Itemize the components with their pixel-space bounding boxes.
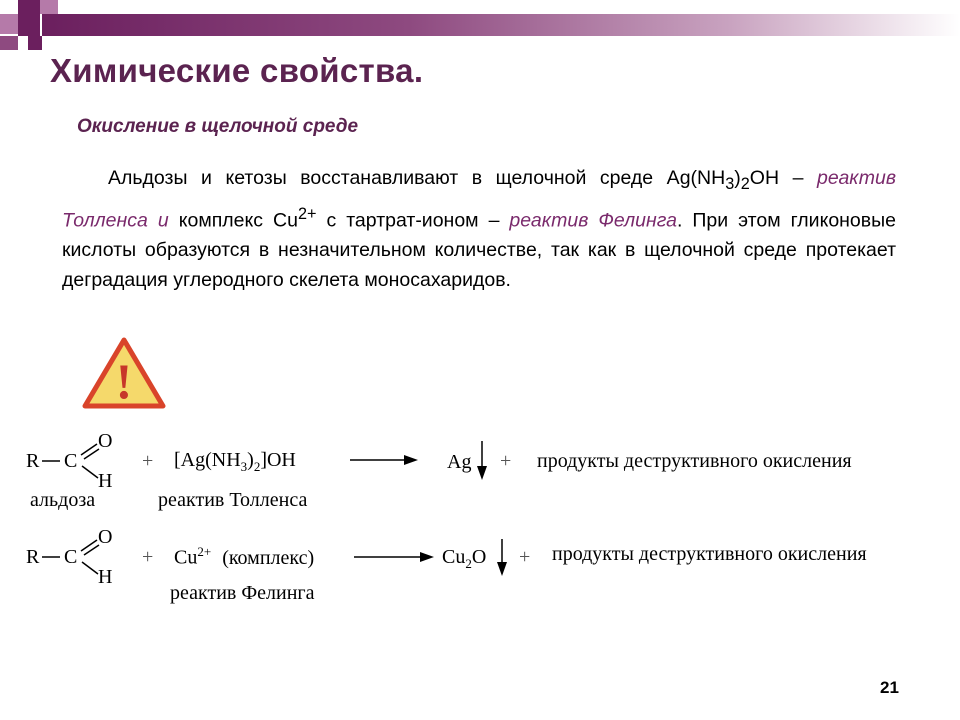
- para-close: ): [734, 167, 741, 189]
- para-text-3: . При этом гликоновые кислоты образуются в незначительном количестве, так как в щелочной среде протекает деградация углеродного скелета моносахаридов.: [62, 209, 896, 292]
- para-sub-2: 2: [740, 174, 750, 193]
- r1-double-bond-a: [81, 444, 97, 455]
- r2-product-b: O: [471, 546, 487, 568]
- warning-exclamation: !: [115, 353, 133, 409]
- r2-reaction-arrowhead: [420, 552, 434, 562]
- para-text-2: комплекс Cu: [178, 209, 298, 232]
- r2-reagent: [174, 544, 314, 570]
- r2-products-text: продукты деструктивного окисления: [552, 543, 867, 565]
- r2-bond-c-h: [82, 562, 98, 574]
- r1-reagent-b: ): [247, 449, 254, 471]
- r1-plus-1: +: [142, 450, 154, 472]
- r2-product-a: Cu: [442, 546, 466, 568]
- r1-o: O: [98, 430, 113, 452]
- r2-label-reagent: реактив Фелинга: [170, 582, 315, 604]
- r1-bond-c-h: [82, 466, 98, 478]
- r2-h: H: [98, 566, 113, 588]
- r2-product-sub: 2: [465, 556, 472, 571]
- r2-c: C: [64, 546, 78, 568]
- r1-c: C: [64, 450, 78, 472]
- para-text-2-end: с тартрат-ионом –: [316, 209, 510, 232]
- reagent-fehling-term: реактив Фелинга: [509, 209, 677, 232]
- r1-products-text: продукты деструктивного окисления: [537, 450, 852, 472]
- slide-title: Химические свойства.: [50, 52, 424, 89]
- r1-reagent: [174, 449, 296, 475]
- r1-label-substrate: альдоза: [30, 489, 96, 511]
- r2-o: O: [98, 526, 113, 548]
- para-text-1: Альдозы и кетозы восстанавливают в щелочной среде Ag(NH: [108, 167, 726, 189]
- r2-reagent-b: (комплекс): [222, 546, 315, 569]
- r1-reagent-c: ]OH: [260, 449, 296, 471]
- r1-reagent-sub2: 2: [253, 459, 261, 474]
- r2-r: R: [26, 546, 40, 568]
- r1-label-reagent: реактив Толленса: [158, 489, 308, 511]
- r1-reaction-arrowhead: [404, 455, 418, 465]
- r1-product: Ag: [447, 451, 472, 473]
- r1-r: R: [26, 450, 40, 472]
- r2-reagent-a: Cu: [174, 546, 198, 569]
- page-number: 21: [880, 678, 899, 697]
- r1-reagent-sub1: 3: [240, 459, 248, 474]
- r2-reagent-sup: 2+: [197, 544, 212, 559]
- reagent-tollens-term: реактив Толленса: [62, 167, 896, 232]
- r2-product: [442, 546, 486, 572]
- r1-reagent-a: [Ag(NH: [174, 449, 241, 471]
- r2-plus-1: +: [142, 546, 154, 568]
- para-and: и: [147, 209, 179, 232]
- para-text-1-end: OH –: [749, 167, 804, 189]
- r2-plus-2: +: [519, 546, 531, 568]
- slide-subtitle: Окисление в щелочной среде: [77, 116, 359, 137]
- r1-precipitate-arrowhead: [477, 466, 487, 480]
- r1-plus-2: +: [500, 450, 512, 472]
- r2-precipitate-arrowhead: [497, 562, 507, 576]
- para-sup: 2+: [297, 204, 317, 223]
- para-sub-1: 3: [725, 174, 735, 193]
- r1-h: H: [98, 470, 113, 492]
- r2-double-bond-a: [81, 540, 97, 551]
